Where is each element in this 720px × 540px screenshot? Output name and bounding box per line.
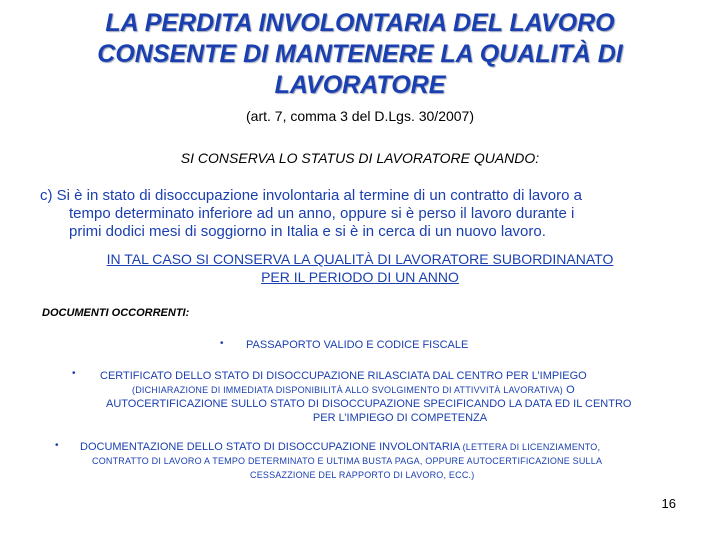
doc2-line-2-small: (DICHIARAZIONE DI IMMEDIATA DISPONIBILITÀ ALLO SVOLGIMENTO DI ATTIVVITÀ LAVORATIVA) (132, 385, 564, 395)
condition-c (40, 187, 680, 241)
condition-c-line-2: tempo determinato inferiore ad un anno, oppure si è perso il lavoro durante i (69, 205, 575, 222)
doc3-line-1-main: DOCUMENTAZIONE DELLO STATO DI DISOCCUPAZIONE INVOLONTARIA (80, 441, 463, 453)
document-involuntary-unemployment (80, 440, 700, 482)
title-line-3: LAVORATORE (274, 71, 446, 99)
documents-heading: DOCUMENTI OCCORRENTI: (42, 307, 190, 319)
page-number: 16 (661, 496, 676, 511)
status-heading: SI CONSERVA LO STATUS DI LAVORATORE QUANDO: (180, 150, 540, 166)
doc2-line-2-tail: O (563, 384, 575, 396)
doc2-line-2 (100, 383, 700, 397)
consequence-line-2: PER IL PERIODO DI UN ANNO (261, 269, 459, 285)
doc3-line-2: CONTRATTO DI LAVORO A TEMPO DETERMINATO E ULTIMA BUSTA PAGA, OPPURE AUTOCERTIFICAZIONE SULLA (92, 456, 603, 466)
doc2-line-4: PER L’IMPIEGO DI COMPETENZA (312, 412, 488, 424)
doc2-line-3: AUTOCERTIFICAZIONE SULLO STATO DI DISOCCUPAZIONE SPECIFICANDO LA DATA ED IL CENTRO (106, 398, 632, 410)
document-unemployment-certificate (100, 369, 700, 425)
title-line-1: LA PERDITA INVOLONTARIA DEL LAVORO (105, 9, 615, 37)
consequence-note (40, 250, 680, 286)
consequence-line-1: IN TAL CASO SI CONSERVA LA QUALITÀ DI LAVORATORE SUBORDINANATO (106, 251, 614, 267)
law-reference: (art. 7, comma 3 del D.Lgs. 30/2007) (246, 108, 474, 124)
condition-c-line-3: primi dodici mesi di soggiorno in Italia e si è in cerca di un nuovo lavoro. (69, 223, 546, 240)
doc2-line-1: CERTIFICATO DELLO STATO DI DISOCCUPAZIONE RILASCIATA DAL CENTRO PER L’IMPIEGO (100, 370, 587, 382)
bullet-1: • (220, 338, 224, 349)
bullet-2: • (72, 368, 76, 379)
bullet-3: • (55, 440, 59, 451)
doc3-line-3: CESSAZZIONE DEL RAPPORTO DI LAVORO, ECC.) (250, 470, 475, 480)
condition-c-line-1: c) Si è in stato di disoccupazione involontaria al termine di un contratto di lavoro a (40, 187, 582, 204)
document-passport: PASSAPORTO VALIDO E CODICE FISCALE (246, 339, 469, 351)
doc3-line-1-small: (LETTERA DI LICENZIAMENTO, (462, 442, 601, 452)
doc3-line-1 (80, 440, 700, 454)
slide-title (40, 8, 680, 101)
title-line-2: CONSENTE DI MANTENERE LA QUALITÀ DI (97, 40, 623, 68)
